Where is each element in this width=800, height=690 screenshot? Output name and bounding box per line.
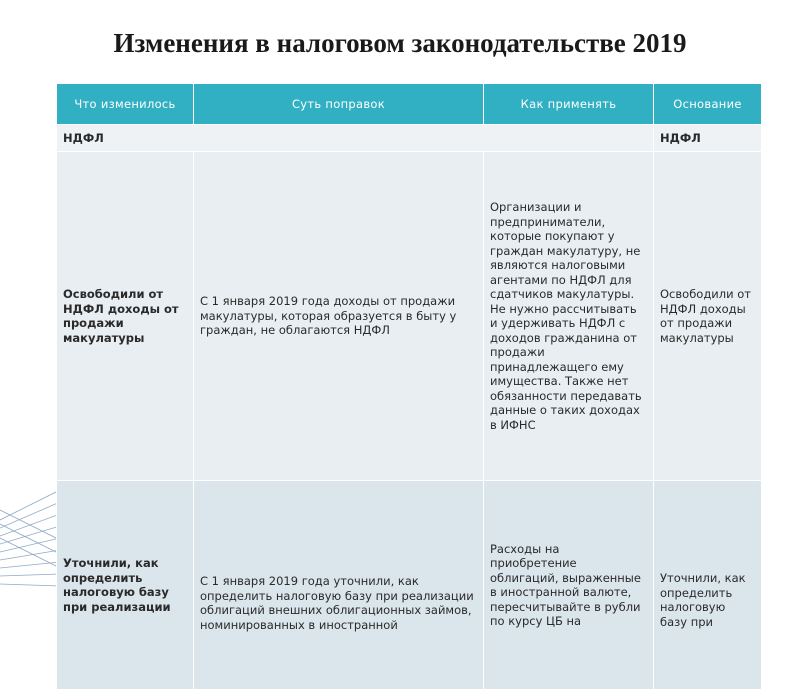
table-header-row <box>57 84 762 125</box>
slide-title: Изменения в налоговом законодательстве 2019 <box>113 28 687 58</box>
cell-what: Освободили от НДФЛ доходы от продажи макулатуры <box>57 152 194 481</box>
header-essence: Суть поправок <box>194 84 484 125</box>
header-what-changed: Что изменилось <box>57 84 194 125</box>
cell-essence: С 1 января 2019 года доходы от продажи макулатуры, которая образуется в быту у граждан, не облагаются НДФЛ <box>194 152 484 481</box>
cell-how: Организации и предприниматели, которые покупают у граждан макулатуру, не являются налоговыми агентами по НДФЛ для сдатчиков макулатуры. Не нужно рассчитывать и удерживать НДФЛ с доходов гражданина от продажи принадлежащего ему имущества. Также нет обязанности передавать данные о таких доходах в ИФНС <box>484 152 654 481</box>
section-label: НДФЛ <box>57 125 654 152</box>
cell-basis: Освободили от НДФЛ доходы от продажи макулатуры <box>654 152 762 481</box>
header-how-to-apply: Как применять <box>484 84 654 125</box>
section-row-ndfl <box>57 125 762 152</box>
cell-how: Расходы на приобретение облигаций, выраженные в иностранной валюте, пересчитывайте в рубли по курсу ЦБ на <box>484 481 654 690</box>
cell-basis: Уточнили, как определить налоговую базу при <box>654 481 762 690</box>
decorative-lines <box>0 480 60 600</box>
cell-what: Уточнили, как определить налоговую базу при реализации <box>57 481 194 690</box>
cell-essence: С 1 января 2019 года уточнили, как определить налоговую базу при реализации облигаций внешних облигационных займов, номинированных в иностранной <box>194 481 484 690</box>
table-row <box>57 152 762 481</box>
tax-changes-table <box>56 83 762 690</box>
table-row <box>57 481 762 690</box>
section-label-basis: НДФЛ <box>654 125 762 152</box>
header-basis: Основание <box>654 84 762 125</box>
